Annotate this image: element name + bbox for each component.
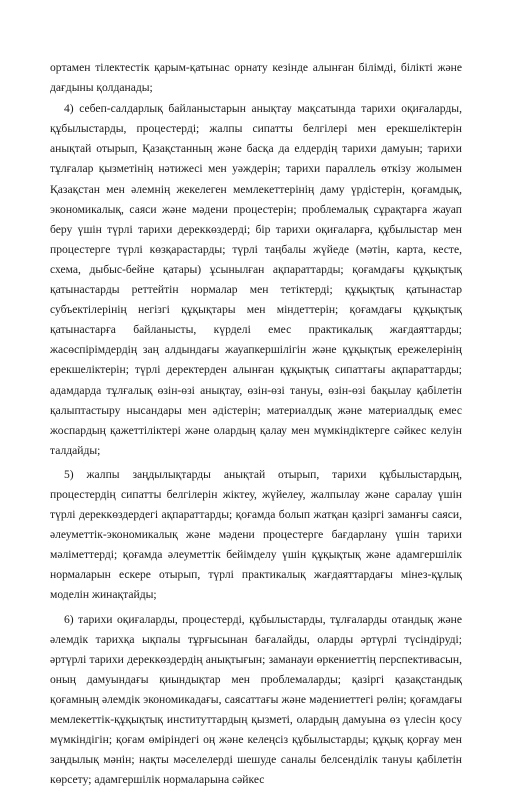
paragraph-continuation: ортамен тілектестік қарым-қатынас орнату кезінде алынған білімді, білікті және дағдыны қолданады; <box>50 61 462 95</box>
paragraph-item-5: 5) жалпы заңдылықтарды анықтай отырып, тарихи құбылыстардың, процестердің сипатты белгілерін жіктеу, жүйелеу, жалпылау және саралау үшін түрлі дереккөздердегі ақпараттарды; қоғамда болып жатқан қазіргі заманғы саяси, әлеуметтік-экономикалық және мәдени процестерге бағдарлану үшін тарихи мәліметтерді; қоғамда әлеуметтік бейімделу үшін құқықтық және адамгершілік нормаларын ескере отырып, түрлі практикалық жағдаяттардағы мінез-құлық моделін жинақтайды; <box>50 467 462 602</box>
paragraph-item-6: 6) тарихи оқиғаларды, процестерді, құбылыстарды, тұлғаларды отандық және әлемдік тарихқа ықпалы тұрғысынан бағалайды, оларды әртүрлі түсіндіруді; әртүрлі тарихи дереккөздердің анықтығын; заманауи өркениеттің перспективасын, оның дамуындағы қиындықтар мен проблемаларды; қазіргі қазақстандық қоғамның әлемдік экономикадағы, саясаттағы және мәдениеттегі рөлін; қоғамдағы мемлекеттік-құқықтық институттардың қызметі, олардың дамуына өз үлесін қосу мүмкіндігін; қоғам өміріндегі оң және келеңсіз құбылыстарды; құқық қорғау мен заңдылық мәнін; нақты мәселелерді шешуде саналы белсенділік тануы қабілетін көрсету; адамгершілік нормаларына сәйкес <box>50 612 462 787</box>
paragraph-item-4: 4) себеп-салдарлық байланыстарын анықтау мақсатында тарихи оқиғаларды, құбылыстарды, процестерді; жалпы сипатты белгілері мен ерекшеліктерін анықтай отырып, Қазақстанның және басқа да елдердің тарихи дамуын; тарихи тұлғалар қызметінің нәтижесі мен уәждерін; тарихи параллель өткізу жолымен Қазақстан мен әлемнің жекелеген мемлекеттерінің даму үрдістерін, қоғамдық, экономикалық, саяси және мәдени процестерін; проблемалық сұрақтарға жауап беру үшін түрлі тарихи дереккөздерді; бір тарихи оқиғаларға, құбылыстар мен процестерге түрлі көзқарастарды; түрлі таңбалы жүйеде (мәтін, карта, кесте, схема, дыбыс-бейне қатары) ұсынылған ақпараттарды; қоғамдағы құқықтық қатынастарды реттейтін нормалар мен тетіктерді; құқықтық қатынастар субъектілерінің негізгі құқықтары мен міндеттерін; қоғамдағы құқықтық қатынастарға байланысты, күрделі емес практикалық жағдаяттарды; жасөспірімдердің заң алдындағы жауапкершілігін және құқықтық ережелерінің ерекшеліктерін; түрлі деректерден алынған құқықтық сипаттағы ақпараттарды; адамдарда тұлғалық өзін-өзі анықтау, өзін-өзі тануы, өзін-өзі бақылау қабілетін қалыптастыру нысандары мен әдістерін; материалдық және материалдық емес жоспардың қажеттіліктері және олардың қалау мен мүмкіндіктерге сәйкес келуін талдайды; <box>50 102 462 457</box>
